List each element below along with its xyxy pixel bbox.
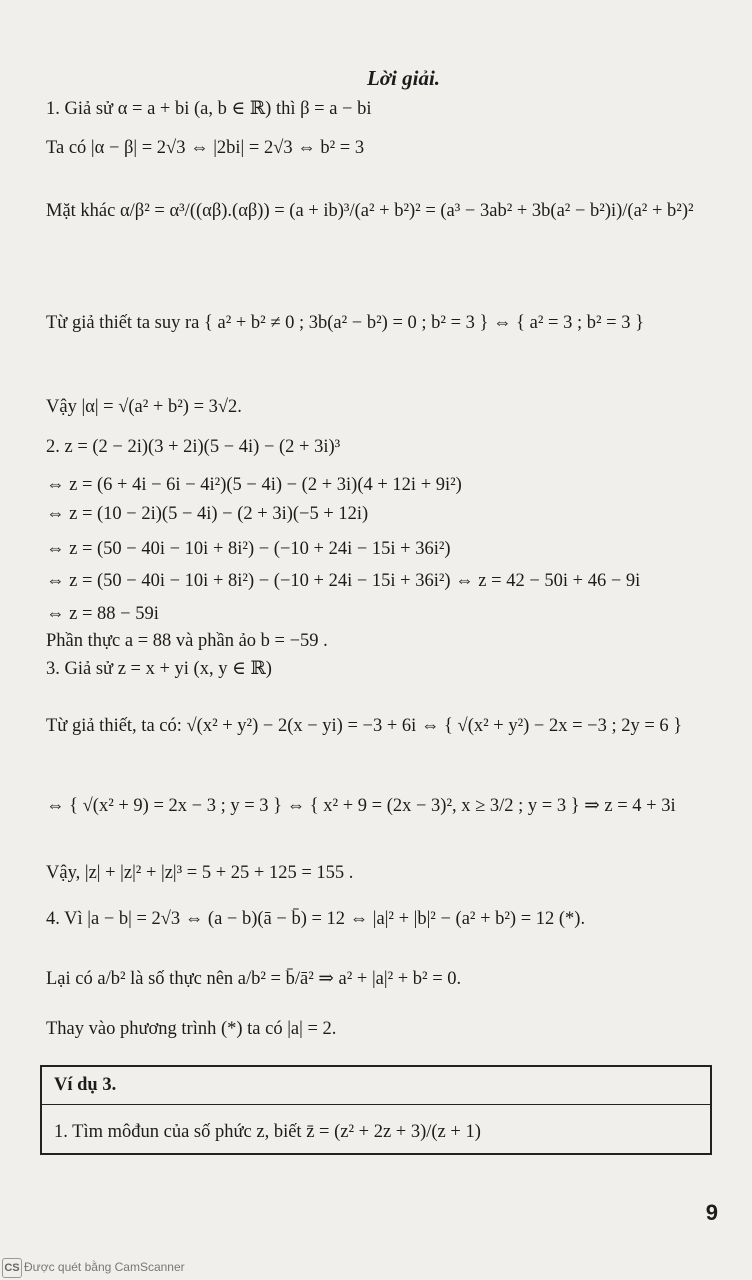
example-question: 1. Tìm môđun của số phức z, biết z̄ = (z² + 2z + 3)/(z + 1): [54, 1122, 481, 1142]
line-14: Từ giả thiết, ta có: √(x² + y²) − 2(x − yi) = −3 + 6i ⇔ { √(x² + y²) − 2x = −3 ; 2y = 6 }: [46, 716, 683, 736]
line-7: ⇔ z = (6 + 4i − 6i − 4i²)(5 − 4i) − (2 + 3i)(4 + 12i + 9i²): [46, 475, 462, 495]
scanner-watermark-text: Được quét bằng CamScanner: [24, 1260, 185, 1274]
line-4: Từ giả thiết ta suy ra { a² + b² ≠ 0 ; 3b(a² − b²) = 0 ; b² = 3 } ⇔ { a² = 3 ; b² = 3 }: [46, 313, 644, 333]
line-17: 4. Vì |a − b| = 2√3 ⇔ (a − b)(ā − b̄) = 12 ⇔ |a|² + |b|² − (a² + b²) = 12 (*).: [46, 909, 586, 929]
line-6: 2. z = (2 − 2i)(3 + 2i)(5 − 4i) − (2 + 3i)³: [46, 437, 341, 457]
line-11: ⇔ z = 88 − 59i: [46, 604, 159, 624]
camscanner-icon: CS: [2, 1258, 22, 1278]
scanner-footer: [0, 1256, 752, 1280]
example-divider: [42, 1104, 710, 1105]
page-number: 9: [705, 1200, 718, 1225]
line-13: 3. Giả sử z = x + yi (x, y ∈ ℝ): [46, 659, 272, 679]
line-15: ⇔ { √(x² + 9) = 2x − 3 ; y = 3 } ⇔ { x² + 9 = (2x − 3)², x ≥ 3/2 ; y = 3 } ⇒ z = 4 + 3i: [46, 796, 676, 816]
line-8: ⇔ z = (10 − 2i)(5 − 4i) − (2 + 3i)(−5 + 12i): [46, 504, 369, 524]
solution-title: Lời giải.: [366, 66, 441, 90]
line-16: Vậy, |z| + |z|² + |z|³ = 5 + 25 + 125 = 155 .: [46, 863, 354, 883]
line-1: 1. Giả sử α = a + bi (a, b ∈ ℝ) thì β = a − bi: [46, 99, 372, 119]
line-18: Lại có a/b² là số thực nên a/b² = b̄/ā² ⇒ a² + |a|² + b² = 0.: [46, 969, 462, 989]
line-19: Thay vào phương trình (*) ta có |a| = 2.: [46, 1019, 337, 1039]
example-heading: Ví dụ 3.: [54, 1075, 117, 1095]
line-12: Phần thực a = 88 và phần ảo b = −59 .: [46, 631, 328, 651]
line-3: Mặt khác α/β² = α³/((αβ).(αβ)) = (a + ib)³/(a² + b²)² = (a³ − 3ab² + 3b(a² − b²)i)/(a² + b²)²: [46, 201, 694, 221]
line-9: ⇔ z = (50 − 40i − 10i + 8i²) − (−10 + 24i − 15i + 36i²): [46, 539, 451, 559]
line-2: Ta có |α − β| = 2√3 ⇔ |2bi| = 2√3 ⇔ b² = 3: [46, 138, 365, 158]
line-5: Vậy |α| = √(a² + b²) = 3√2.: [46, 397, 242, 417]
line-10: ⇔ z = (50 − 40i − 10i + 8i²) − (−10 + 24i − 15i + 36i²) ⇔ z = 42 − 50i + 46 − 9i: [46, 571, 641, 591]
example-box: [40, 1065, 712, 1155]
